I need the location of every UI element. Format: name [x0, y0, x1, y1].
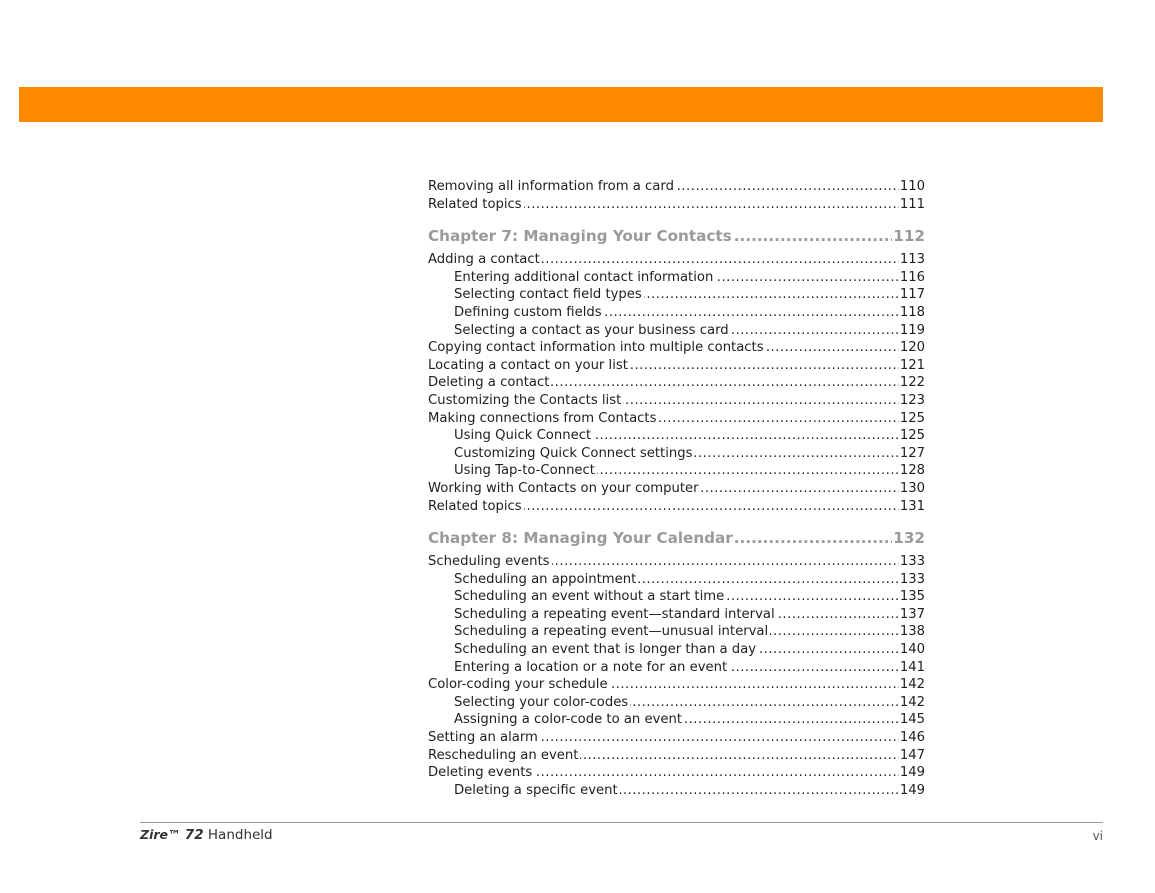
- toc-subentry[interactable]: [454, 462, 925, 480]
- toc-entry-page: 137: [899, 606, 925, 622]
- page-number: vi: [1092, 829, 1103, 843]
- toc-entry-title: Selecting contact field types: [454, 287, 642, 303]
- toc-entry-title: Scheduling an event that is longer than a day: [454, 642, 757, 658]
- toc-entry-title: Color-coding your schedule: [428, 677, 608, 693]
- table-of-contents: [428, 178, 925, 799]
- toc-subentry[interactable]: [454, 782, 925, 800]
- toc-entry-title: Related topics: [428, 498, 522, 514]
- toc-subentry[interactable]: [454, 445, 925, 463]
- toc-entry-title: Deleting events: [428, 765, 533, 781]
- footer-product: Handheld: [207, 827, 273, 843]
- toc-entry[interactable]: [428, 339, 925, 357]
- toc-entry-page: 116: [899, 269, 925, 285]
- toc-entry-title: Deleting a specific event: [454, 782, 618, 798]
- toc-entry-page: 138: [899, 624, 925, 640]
- toc-entry-page: 145: [899, 712, 925, 728]
- toc-entry-title: Assigning a color-code to an event: [454, 712, 683, 728]
- toc-entry-page: 113: [899, 252, 925, 268]
- toc-entry[interactable]: [428, 553, 925, 571]
- toc-entry-title: Copying contact information into multiple contacts: [428, 340, 764, 356]
- toc-entry-title: Scheduling a repeating event—unusual interval: [454, 624, 769, 640]
- toc-entry-title: Using Quick Connect: [454, 428, 592, 444]
- toc-entry-page: 142: [899, 694, 925, 710]
- toc-entry[interactable]: [428, 251, 925, 269]
- footer-brand: Zire™: [140, 827, 181, 842]
- toc-entry[interactable]: [428, 747, 925, 765]
- toc-subentry[interactable]: [454, 427, 925, 445]
- toc-entry-page: 119: [899, 322, 925, 338]
- toc-entry[interactable]: [428, 178, 925, 196]
- toc-entry-title: Customizing Quick Connect settings: [454, 445, 693, 461]
- toc-entry-page: 131: [899, 498, 925, 514]
- footer-model: 72: [184, 827, 204, 843]
- toc-subentry[interactable]: [454, 304, 925, 322]
- toc-subentry[interactable]: [454, 659, 925, 677]
- toc-entry-title: Entering additional contact information: [454, 269, 714, 285]
- toc-entry-page: 125: [899, 410, 925, 426]
- toc-entry-title: Locating a contact on your list: [428, 357, 628, 373]
- toc-entry[interactable]: [428, 196, 925, 214]
- toc-entry-page: 117: [899, 287, 925, 303]
- toc-entry-title: Scheduling a repeating event—standard interval: [454, 606, 775, 622]
- toc-entry-page: 147: [899, 747, 925, 763]
- toc-entry-title: Entering a location or a note for an event: [454, 659, 728, 675]
- toc-entry-page: 130: [899, 480, 925, 496]
- chapter-7-heading[interactable]: [428, 225, 925, 247]
- toc-entry-page: 141: [899, 659, 925, 675]
- toc-entry-title: Scheduling an appointment: [454, 571, 637, 587]
- toc-entry[interactable]: [428, 374, 925, 392]
- toc-entry-page: 110: [899, 179, 925, 194]
- toc-entry-title: Selecting your color-codes: [454, 694, 629, 710]
- toc-entry[interactable]: [428, 357, 925, 375]
- toc-subentry[interactable]: [454, 588, 925, 606]
- toc-entry-title: Rescheduling an event: [428, 747, 579, 763]
- toc-subentry[interactable]: [454, 623, 925, 641]
- toc-entry-title: Selecting a contact as your business card: [454, 322, 729, 338]
- chapter-8-heading[interactable]: [428, 527, 925, 549]
- toc-entry-page: 125: [899, 428, 925, 444]
- chapter-title: Chapter 8: Managing Your Calendar: [428, 529, 733, 548]
- toc-subentry[interactable]: [454, 711, 925, 729]
- toc-entry-page: 135: [899, 589, 925, 605]
- toc-subentry[interactable]: [454, 322, 925, 340]
- chapter-title: Chapter 7: Managing Your Contacts: [428, 227, 732, 246]
- toc-entry-page: 140: [899, 642, 925, 658]
- toc-entry-page: 142: [899, 677, 925, 693]
- footer-divider: [140, 822, 1103, 823]
- toc-entry-title: Scheduling events: [428, 554, 550, 570]
- toc-entry-title: Removing all information from a card: [428, 179, 674, 194]
- toc-entry[interactable]: [428, 676, 925, 694]
- header-accent-bar: [19, 87, 1103, 122]
- toc-entry[interactable]: [428, 480, 925, 498]
- footer-product-name: [140, 827, 273, 843]
- toc-subentry[interactable]: [454, 694, 925, 712]
- chapter-page: 132: [893, 529, 925, 548]
- toc-entry-title: Making connections from Contacts: [428, 410, 657, 426]
- toc-entry-title: Setting an alarm: [428, 730, 538, 746]
- toc-entry[interactable]: [428, 764, 925, 782]
- toc-entry-page: 127: [899, 445, 925, 461]
- toc-entry-page: 111: [899, 196, 925, 212]
- toc-entry-page: 128: [899, 463, 925, 479]
- toc-entry-page: 123: [899, 392, 925, 408]
- chapter-page: 112: [893, 227, 925, 246]
- toc-entry-title: Deleting a contact: [428, 375, 550, 391]
- toc-entry-page: 149: [899, 782, 925, 798]
- toc-entry[interactable]: [428, 498, 925, 516]
- toc-subentry[interactable]: [454, 269, 925, 287]
- toc-entry-page: 149: [899, 765, 925, 781]
- toc-entry-title: Related topics: [428, 196, 522, 212]
- toc-subentry[interactable]: [454, 286, 925, 304]
- toc-entry-page: 133: [899, 554, 925, 570]
- toc-entry-page: 120: [899, 340, 925, 356]
- toc-entry-page: 121: [899, 357, 925, 373]
- toc-entry-page: 146: [899, 730, 925, 746]
- toc-entry[interactable]: [428, 392, 925, 410]
- toc-entry-title: Defining custom fields: [454, 304, 602, 320]
- toc-entry[interactable]: [428, 410, 925, 428]
- toc-entry-page: 133: [899, 571, 925, 587]
- toc-entry-title: Adding a contact: [428, 252, 540, 268]
- toc-entry-title: Working with Contacts on your computer: [428, 480, 699, 496]
- toc-entry[interactable]: [428, 729, 925, 747]
- toc-subentry[interactable]: [454, 571, 925, 589]
- toc-subentry[interactable]: [454, 606, 925, 624]
- toc-entry-title: Customizing the Contacts list: [428, 392, 622, 408]
- toc-subentry[interactable]: [454, 641, 925, 659]
- toc-entry-title: Scheduling an event without a start time: [454, 589, 725, 605]
- toc-entry-page: 118: [899, 304, 925, 320]
- toc-entry-title: Using Tap-to-Connect: [454, 463, 595, 479]
- toc-entry-page: 122: [899, 375, 925, 391]
